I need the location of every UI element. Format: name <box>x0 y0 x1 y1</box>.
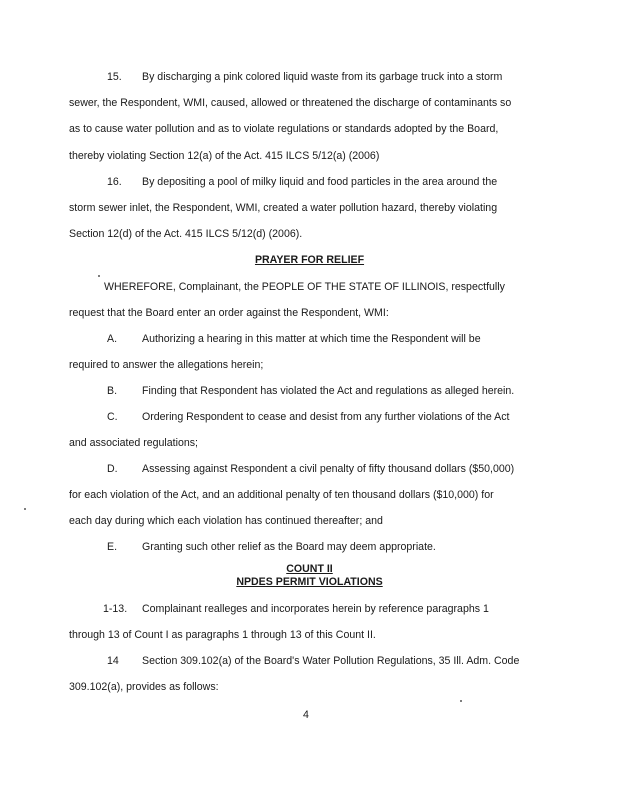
paragraph-1-13-number: 1-13. <box>103 603 128 615</box>
relief-item-line: each day during which each violation has continued thereafter; and <box>69 515 383 527</box>
relief-item-label: A. <box>107 333 118 345</box>
count-ii-subheading: NPDES PERMIT VIOLATIONS <box>236 576 383 588</box>
relief-item-line: Finding that Respondent has violated the Act and regulations as alleged herein. <box>142 385 515 397</box>
prayer-for-relief-heading: PRAYER FOR RELIEF <box>254 254 365 266</box>
paragraph-16-line: storm sewer inlet, the Respondent, WMI, created a water pollution hazard, thereby violating <box>69 202 498 214</box>
relief-item-label: C. <box>107 411 118 423</box>
scan-speck <box>98 275 100 277</box>
relief-item-line: Ordering Respondent to cease and desist from any further violations of the Act <box>142 411 510 423</box>
prayer-intro-line: WHEREFORE, Complainant, the PEOPLE OF THE STATE OF ILLINOIS, respectfully <box>104 281 505 293</box>
relief-item-line: for each violation of the Act, and an additional penalty of ten thousand dollars ($10,000) for <box>69 489 494 501</box>
page-number: 4 <box>303 709 309 721</box>
scan-speck <box>460 700 462 702</box>
relief-item-label: D. <box>107 463 118 475</box>
scan-speck <box>24 508 26 510</box>
paragraph-1-13-line: Complainant realleges and incorporates herein by reference paragraphs 1 <box>142 603 489 615</box>
relief-item-line: required to answer the allegations herein; <box>69 359 264 371</box>
relief-item-label: E. <box>107 541 118 553</box>
paragraph-15-line: By discharging a pink colored liquid waste from its garbage truck into a storm <box>142 71 503 83</box>
paragraph-16-line: Section 12(d) of the Act. 415 ILCS 5/12(d) (2006). <box>69 228 303 240</box>
relief-item-label: B. <box>107 385 118 397</box>
prayer-intro-line: request that the Board enter an order against the Respondent, WMI: <box>69 307 389 319</box>
paragraph-14-line: Section 309.102(a) of the Board's Water Pollution Regulations, 35 Ill. Adm. Code <box>142 655 520 667</box>
relief-item-line: Authorizing a hearing in this matter at which time the Respondent will be <box>142 333 481 345</box>
paragraph-14-number: 14 <box>107 655 119 667</box>
relief-item-line: Granting such other relief as the Board may deem appropriate. <box>142 541 436 553</box>
paragraph-15-line: sewer, the Respondent, WMI, caused, allowed or threatened the discharge of contaminants so <box>69 97 512 109</box>
count-ii-heading: COUNT II <box>286 563 333 575</box>
paragraph-15-number: 15. <box>107 71 122 83</box>
paragraph-15-line: thereby violating Section 12(a) of the Act. 415 ILCS 5/12(a) (2006) <box>69 150 380 162</box>
paragraph-16-line: By depositing a pool of milky liquid and food particles in the area around the <box>142 176 498 188</box>
relief-item-line: Assessing against Respondent a civil penalty of fifty thousand dollars ($50,000) <box>142 463 515 475</box>
paragraph-16-number: 16. <box>107 176 122 188</box>
paragraph-15-line: as to cause water pollution and as to violate regulations or standards adopted by the Board, <box>69 123 499 135</box>
paragraph-14-line: 309.102(a), provides as follows: <box>69 681 219 693</box>
relief-item-line: and associated regulations; <box>69 437 198 449</box>
paragraph-1-13-line: through 13 of Count I as paragraphs 1 through 13 of this Count II. <box>69 629 376 641</box>
